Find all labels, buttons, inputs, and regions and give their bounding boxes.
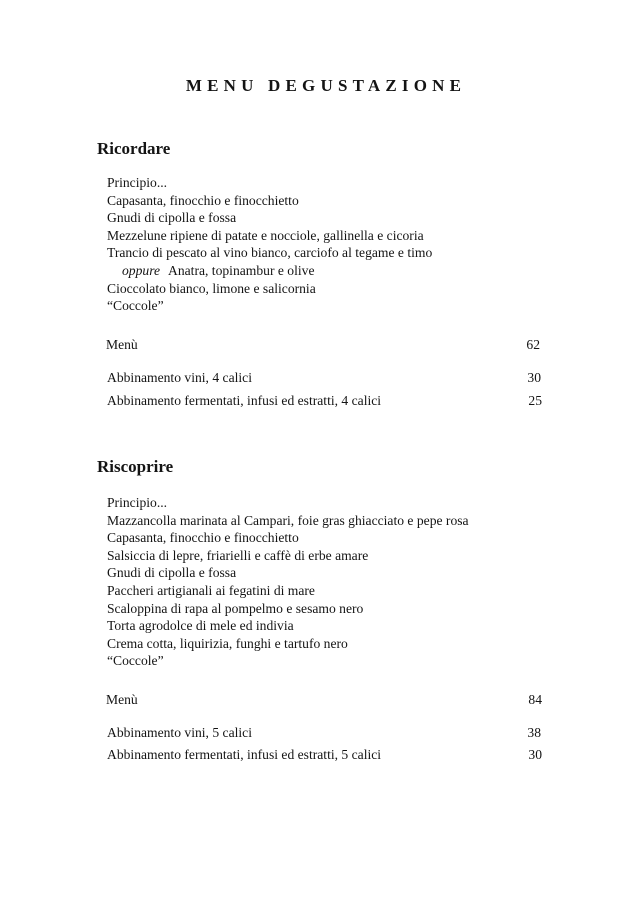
course-item: Scaloppina di rapa al pompelmo e sesamo nero <box>107 600 364 616</box>
course-item: Trancio di pescato al vino bianco, carciofo al tegame e timo <box>107 245 433 261</box>
course-item-alternative <box>107 262 432 280</box>
alternative-dish: Anatra, topinambur e olive <box>168 262 315 278</box>
course-item: Torta agrodolce di mele ed indivia <box>107 618 294 634</box>
alternative-label: oppure <box>122 262 161 278</box>
pairing-row <box>107 392 542 410</box>
menu-price: 84 <box>528 692 542 707</box>
pairing-label: Abbinamento vini, 4 calici <box>107 370 252 385</box>
course-item: Mazzancolla marinata al Campari, foie gras ghiacciato e pepe rosa <box>107 512 469 528</box>
course-item: Principio... <box>107 495 168 510</box>
course-item: “Coccole” <box>107 298 164 314</box>
course-item: Crema cotta, liquirizia, funghi e tartufo nero <box>107 635 348 651</box>
pairing-row <box>107 369 541 387</box>
pairing-price: 30 <box>527 370 541 385</box>
section-title-ricordare: Ricordare <box>97 139 171 158</box>
course-item: Principio... <box>107 175 168 190</box>
course-item: Paccheri artigianali ai fegatini di mare <box>107 582 315 598</box>
page-title: MENU DEGUSTAZIONE <box>185 76 467 95</box>
pairing-label: Abbinamento fermentati, infusi ed estratti, 5 calici <box>107 747 382 762</box>
section-title-riscoprire: Riscoprire <box>97 457 174 476</box>
course-item: Gnudi di cipolla e fossa <box>107 565 237 581</box>
course-item: Mezzelune ripiene di patate e nocciole, gallinella e cicoria <box>107 227 424 243</box>
menu-label: Menù <box>106 692 138 707</box>
pairing-price: 25 <box>528 393 542 408</box>
course-item: Gnudi di cipolla e fossa <box>107 210 237 226</box>
pairing-price: 38 <box>527 725 541 740</box>
course-item: Capasanta, finocchio e finocchietto <box>107 530 299 546</box>
pairing-row <box>107 724 541 742</box>
course-item: Cioccolato bianco, limone e salicornia <box>107 280 316 296</box>
course-list-ricordare <box>107 174 432 315</box>
course-item: Salsiccia di lepre, friarielli e caffè di erbe amare <box>107 547 369 563</box>
menu-price: 62 <box>526 337 540 352</box>
menu-label: Menù <box>106 337 138 352</box>
course-list-riscoprire <box>107 494 469 670</box>
pairing-row <box>107 746 542 764</box>
menu-price-row-riscoprire <box>106 691 542 709</box>
course-item: Capasanta, finocchio e finocchietto <box>107 192 299 208</box>
pairing-label: Abbinamento vini, 5 calici <box>107 725 252 740</box>
pairing-price: 30 <box>528 747 542 762</box>
course-item: “Coccole” <box>107 653 164 669</box>
menu-price-row-ricordare <box>106 336 542 354</box>
pairing-label: Abbinamento fermentati, infusi ed estratti, 4 calici <box>107 393 382 408</box>
